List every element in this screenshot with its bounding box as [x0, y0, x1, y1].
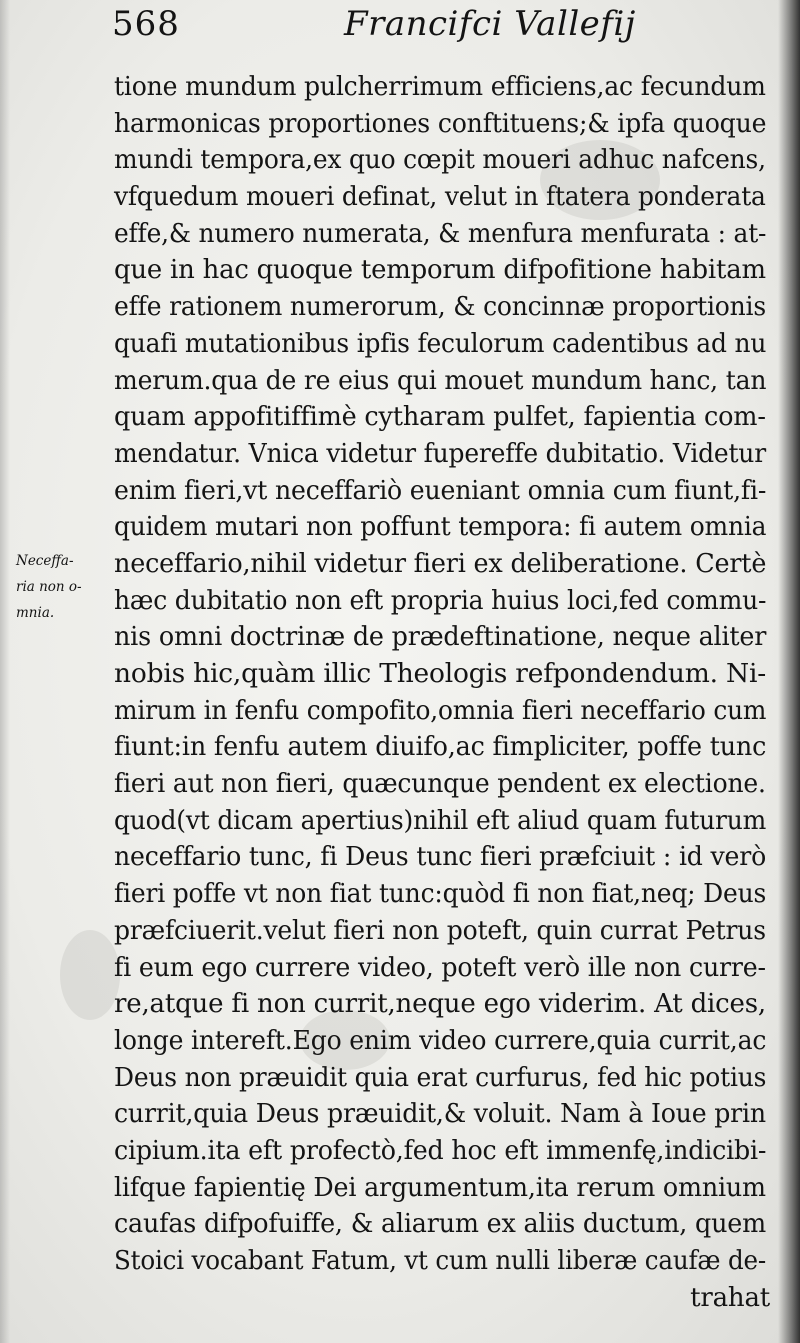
text-line: tione mundum pulcherrimum efficiens,ac fecundum	[114, 72, 766, 102]
text-line: nobis hic,quàm illic Theologis refpondendum. Ni-	[114, 659, 767, 689]
text-line: enim fieri,vt neceffariò eueniant omnia cum fiunt,fi-	[114, 475, 767, 506]
text-line: quafi mutationibus ipfis feculorum cadentibus ad nu	[114, 328, 767, 359]
text-line: fi eum ego currere video, poteft verò ille non curre-	[114, 952, 766, 983]
text-line: quidem mutari non poffunt tempora: fi autem omnia	[114, 512, 767, 543]
page-header	[112, 4, 672, 54]
text-line: effe rationem numerorum, & concinnæ proportionis	[114, 292, 767, 323]
running-head: Francifci Vallefij	[344, 4, 636, 44]
margin-note-line: Neceffa-	[16, 553, 74, 569]
text-line: currit,quia Deus præuidit,& voluit. Nam à Ioue prin	[114, 1099, 766, 1130]
text-line: Deus non præuidit quia erat curfurus, fed hic potius	[114, 1062, 767, 1093]
margin-note-line: ria non o-	[16, 579, 82, 595]
catchword: trahat	[690, 1282, 770, 1313]
text-line: fieri poffe vt non fiat tunc:quòd fi non fiat,neq; Deus	[114, 879, 767, 910]
page-number: 568	[112, 4, 180, 44]
text-line: mendatur. Vnica videtur fupereffe dubitatio. Videtur	[114, 438, 766, 469]
text-line: fiunt:in fenfu autem diuifo,ac fimpliciter, poffe tunc	[114, 732, 767, 763]
page-gutter-shadow	[0, 0, 10, 1343]
text-line: merum.qua de re eius qui mouet mundum hanc, tan	[114, 365, 767, 396]
text-line: longe intereft.Ego enim video currere,quia currit,ac	[114, 1025, 767, 1056]
text-line: neceffario,nihil videtur fieri ex deliberatione. Certè	[114, 548, 767, 579]
text-line: lifque fapientię Dei argumentum,ita rerum omnium	[114, 1172, 766, 1203]
text-line: Stoici vocabant Fatum, vt cum nulli liberæ caufæ de-	[114, 1246, 766, 1276]
margin-note	[16, 548, 108, 626]
text-line: nis omni doctrinæ de prædeftinatione, neque aliter	[114, 622, 767, 653]
text-line: que in hac quoque temporum difpofitione habitam	[114, 255, 766, 286]
text-line: neceffario tunc, fi Deus tunc fieri præfciuit : id verò	[114, 842, 767, 873]
text-line: quod(vt dicam apertius)nihil eft aliud quam futurum	[114, 805, 767, 836]
text-line: vfquedum moueri definat, velut in ftatera ponderata	[114, 182, 766, 213]
text-line: harmonicas proportiones conftituens;& ipfa quoque	[114, 108, 767, 139]
text-line: effe,& numero numerata, & menfura menfurata : at-	[114, 218, 767, 249]
text-line: mundi tempora,ex quo cœpit moueri adhuc nafcens,	[114, 145, 766, 176]
text-line: præfciuerit.velut fieri non poteft, quin currat Petrus	[114, 915, 766, 946]
margin-note-line: mnia.	[16, 605, 55, 621]
text-line: caufas difpofuiffe, & aliarum ex aliis ductum, quem	[114, 1209, 766, 1240]
text-line: hæc dubitatio non eft propria huius loci,fed commu-	[114, 585, 767, 616]
paper-stain	[60, 930, 120, 1020]
text-line: mirum in fenfu compofito,omnia fieri neceffario cum	[114, 695, 767, 726]
text-line: fieri aut non fieri, quæcunque pendent ex electione.	[114, 769, 766, 800]
text-line: cipium.ita eft profectò,fed hoc eft immenfę,indicibi-	[114, 1135, 767, 1166]
page-edge-shadow	[778, 0, 800, 1343]
text-line: re,atque fi non currit,neque ego viderim. At dices,	[114, 989, 766, 1020]
text-line: quam appofitiffimè cytharam pulfet, fapientia com-	[114, 402, 766, 433]
body-text	[114, 69, 770, 1316]
